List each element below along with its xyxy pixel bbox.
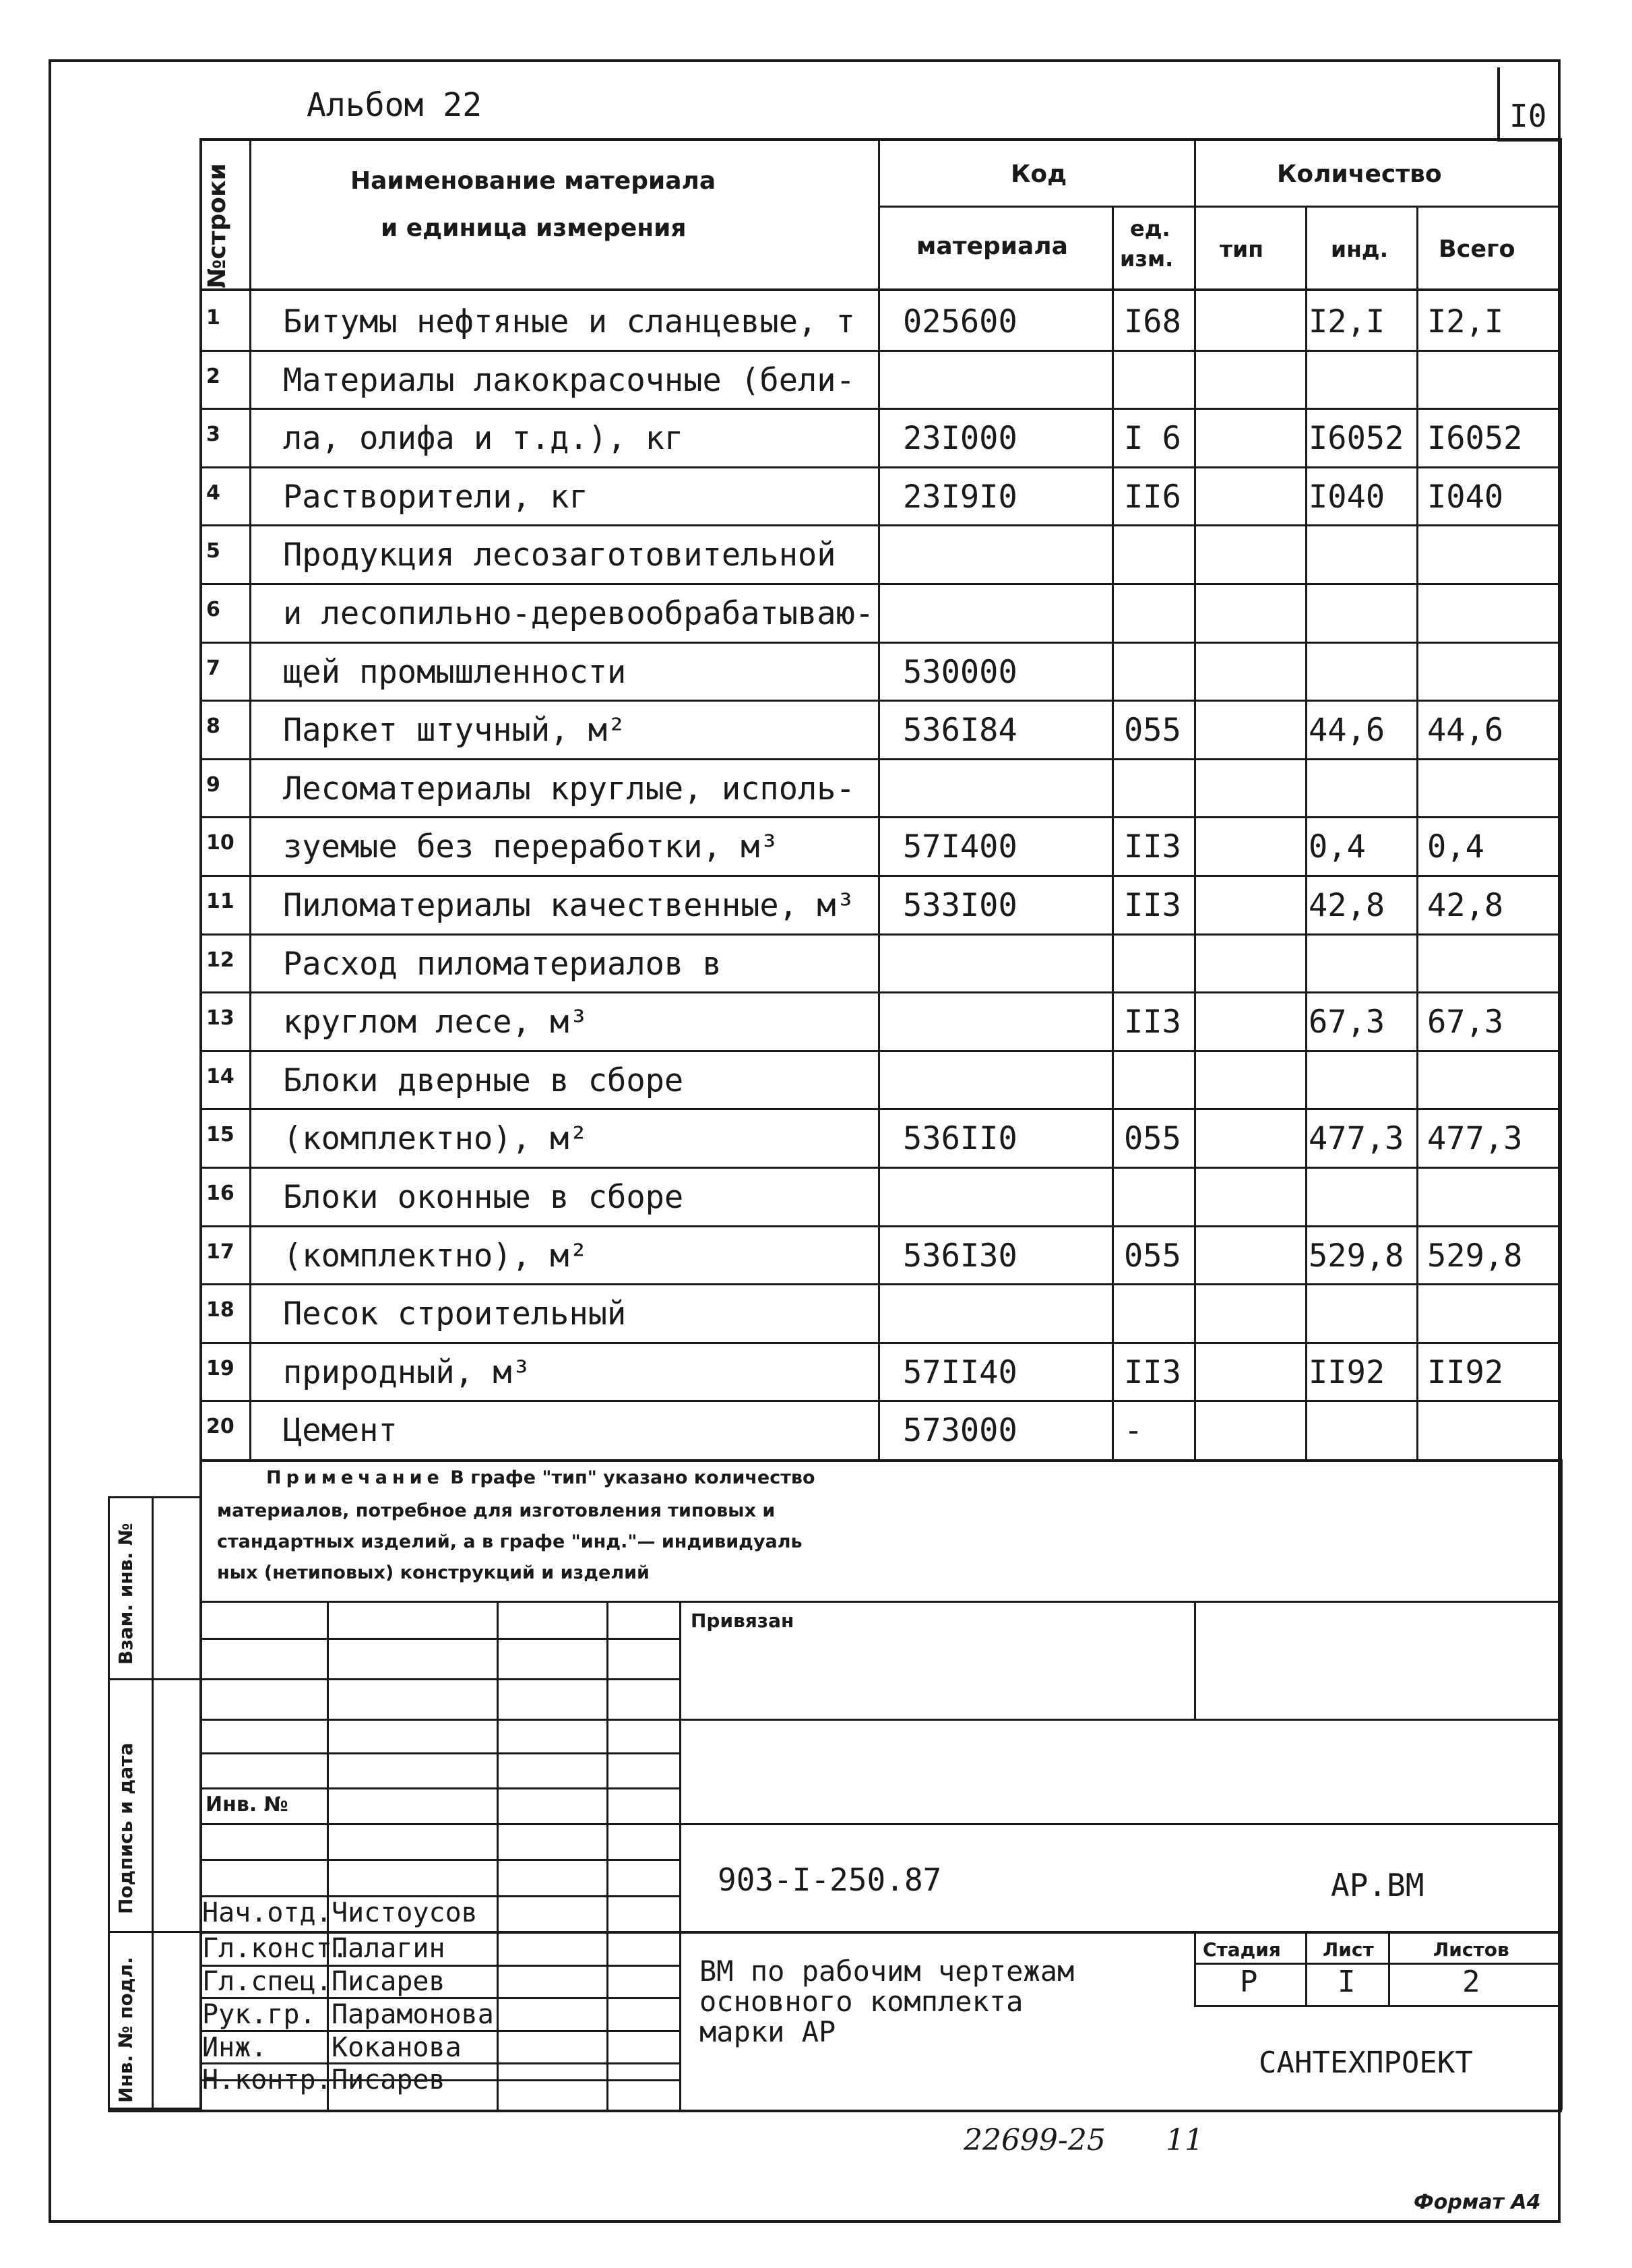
row-divider bbox=[199, 1225, 1562, 1227]
row-divider bbox=[199, 408, 1562, 410]
row-code: 23I000 bbox=[903, 420, 1017, 458]
stamp-inv-no: Инв. № bbox=[206, 1793, 288, 1816]
side-strip-div2 bbox=[108, 1931, 199, 1933]
row-unit: - bbox=[1124, 1412, 1143, 1450]
row-code: 530000 bbox=[903, 653, 1017, 691]
row-name: Паркет штучный, м² bbox=[283, 712, 627, 749]
row-name: круглом лесе, м³ bbox=[283, 1004, 588, 1041]
row-total: 0,4 bbox=[1427, 828, 1484, 866]
header-code-material: материала bbox=[916, 233, 1068, 260]
note-line2: материалов, потребное для изготовления типовых и bbox=[217, 1500, 776, 1521]
row-code: 23I9I0 bbox=[903, 478, 1017, 516]
stage-block-mid1 bbox=[1305, 1931, 1307, 2005]
signer-name: Чистоусов bbox=[332, 1897, 478, 1928]
row-name: щей промышленности bbox=[283, 653, 627, 691]
row-number: 15 bbox=[206, 1123, 234, 1147]
side-label-podpis: Подпись и дата bbox=[115, 1742, 137, 1914]
stamp-mark: АР.ВМ bbox=[1331, 1867, 1424, 1903]
row-code: 533I00 bbox=[903, 887, 1017, 924]
row-unit: I68 bbox=[1124, 303, 1181, 340]
page-number: I0 bbox=[1509, 98, 1547, 134]
stage-value: Р bbox=[1240, 1965, 1258, 1999]
header-q-total: Всего bbox=[1439, 236, 1515, 263]
row-ind: 529,8 bbox=[1309, 1237, 1404, 1275]
signer-role: Рук.гр. bbox=[202, 1999, 316, 2030]
row-total: II92 bbox=[1427, 1353, 1504, 1391]
row-unit: II3 bbox=[1124, 887, 1181, 924]
album-title: Альбом 22 bbox=[307, 86, 482, 124]
header-unit-line1: ед. bbox=[1130, 216, 1170, 241]
stamp-row-4 bbox=[199, 1752, 679, 1754]
row-unit: I 6 bbox=[1124, 420, 1181, 458]
stamp-title-line1: ВМ по рабочим чертежам bbox=[699, 1955, 1075, 1988]
stamp-col-b bbox=[497, 1601, 499, 2110]
row-name: Пиломатериалы качественные, м³ bbox=[283, 887, 855, 924]
stamp-top-line bbox=[199, 1601, 1562, 1603]
signer-role: Н.контр. bbox=[202, 2064, 332, 2095]
stamp-right-line bbox=[1560, 1459, 1563, 2110]
row-total: 44,6 bbox=[1427, 712, 1504, 749]
row-number: 20 bbox=[206, 1415, 234, 1439]
signer-role: Гл.конст. bbox=[202, 1933, 348, 1964]
row-name: Материалы лакокрасочные (бели- bbox=[283, 361, 855, 399]
row-name: Расход пиломатериалов в bbox=[283, 945, 722, 983]
row-total: I040 bbox=[1427, 478, 1504, 516]
header-row-number: №строки bbox=[203, 163, 231, 288]
row-number: 3 bbox=[206, 423, 220, 447]
table-bottom-line bbox=[199, 1459, 1562, 1462]
side-strip-inner-line bbox=[152, 1496, 154, 2110]
row-name: природный, м³ bbox=[283, 1353, 531, 1391]
row-number: 17 bbox=[206, 1239, 234, 1264]
row-divider bbox=[199, 816, 1562, 818]
row-number: 2 bbox=[206, 364, 220, 388]
row-unit: II3 bbox=[1124, 1004, 1181, 1041]
row-divider bbox=[199, 466, 1562, 468]
row-number: 5 bbox=[206, 539, 220, 563]
row-name: Блоки оконные в сборе bbox=[283, 1179, 684, 1216]
note-label: Примечание bbox=[266, 1467, 444, 1488]
col-line-1 bbox=[249, 138, 251, 1459]
row-code: 536II0 bbox=[903, 1120, 1017, 1158]
col-line-5 bbox=[1305, 206, 1307, 1459]
header-quantity: Количество bbox=[1277, 160, 1442, 188]
row-name: Блоки дверные в сборе bbox=[283, 1062, 684, 1099]
stamp-row-6 bbox=[199, 1823, 1562, 1825]
stamp-col-c bbox=[606, 1601, 608, 2110]
stamp-row-5 bbox=[199, 1787, 679, 1789]
col-line-2 bbox=[878, 138, 880, 1459]
row-divider bbox=[199, 875, 1562, 877]
row-ind: 67,3 bbox=[1309, 1004, 1385, 1041]
handwritten-page: 11 bbox=[1166, 2123, 1203, 2157]
row-code: 536I30 bbox=[903, 1237, 1017, 1275]
row-number: 9 bbox=[206, 772, 220, 797]
side-strip-div1 bbox=[108, 1678, 199, 1680]
row-number: 18 bbox=[206, 1298, 234, 1322]
row-name: Песок строительный bbox=[283, 1295, 627, 1333]
row-number: 8 bbox=[206, 714, 220, 739]
row-number: 19 bbox=[206, 1356, 234, 1380]
stamp-col-a bbox=[327, 1601, 329, 2110]
row-name: Цемент bbox=[283, 1412, 398, 1450]
header-unit-line2: изм. bbox=[1120, 246, 1174, 272]
signer-name: Парамонова bbox=[332, 1999, 494, 2030]
row-unit: II3 bbox=[1124, 828, 1181, 866]
row-code: 573000 bbox=[903, 1412, 1017, 1450]
row-number: 4 bbox=[206, 481, 220, 505]
stamp-title-line3: марки АР bbox=[699, 2015, 836, 2048]
row-name: ла, олифа и т.д.), кг bbox=[283, 420, 684, 458]
sheets-label: Листов bbox=[1433, 1938, 1509, 1961]
stamp-title-line2: основного комплекта bbox=[699, 1985, 1024, 2018]
col-line-6 bbox=[1416, 206, 1418, 1459]
note-line3: стандартных изделий, а в графе "инд."— индивидуаль bbox=[217, 1531, 803, 1552]
row-code: 536I84 bbox=[903, 712, 1017, 749]
row-unit: 055 bbox=[1124, 1237, 1181, 1275]
row-unit: 055 bbox=[1124, 712, 1181, 749]
row-divider bbox=[199, 1342, 1562, 1344]
row-divider bbox=[199, 700, 1562, 702]
row-code: 025600 bbox=[903, 303, 1017, 340]
stage-block-left bbox=[1194, 1931, 1196, 2005]
row-number: 1 bbox=[206, 306, 220, 330]
col-line-4 bbox=[1194, 138, 1196, 1459]
row-number: 14 bbox=[206, 1064, 234, 1089]
row-divider bbox=[199, 524, 1562, 526]
row-divider bbox=[199, 642, 1562, 644]
row-ind: 0,4 bbox=[1309, 828, 1366, 866]
row-divider bbox=[199, 1400, 1562, 1402]
row-number: 7 bbox=[206, 656, 220, 680]
row-unit: II6 bbox=[1124, 478, 1181, 516]
row-total: I2,I bbox=[1427, 303, 1504, 340]
row-name: Битумы нефтяные и сланцевые, т bbox=[283, 303, 855, 340]
stamp-row-2 bbox=[199, 1678, 679, 1680]
org-name: САНТЕХПРОЕКТ bbox=[1259, 2046, 1473, 2080]
row-number: 13 bbox=[206, 1006, 234, 1031]
row-ind: 477,3 bbox=[1309, 1120, 1404, 1158]
signer-name: Писарев bbox=[332, 2064, 445, 2095]
side-label-vzam: Взам. инв. № bbox=[115, 1523, 137, 1665]
stamp-doc-code: 903-I-250.87 bbox=[718, 1862, 942, 1898]
row-divider bbox=[199, 583, 1562, 585]
row-number: 10 bbox=[206, 831, 234, 855]
row-ind: I2,I bbox=[1309, 303, 1385, 340]
note-line1 bbox=[266, 1467, 815, 1488]
handwritten-number: 22699-25 bbox=[964, 2123, 1106, 2157]
signer-name: Коканова bbox=[332, 2032, 462, 2063]
sheets-value: 2 bbox=[1462, 1965, 1480, 1999]
row-total: 529,8 bbox=[1427, 1237, 1523, 1275]
row-number: 11 bbox=[206, 890, 234, 913]
sheet-value: I bbox=[1338, 1965, 1356, 1999]
stamp-col-d bbox=[679, 1601, 681, 2110]
row-divider bbox=[199, 1108, 1562, 1110]
row-name: (комплектно), м² bbox=[283, 1120, 588, 1158]
stamp-row-7 bbox=[199, 1859, 679, 1861]
row-total: I6052 bbox=[1427, 420, 1523, 458]
stage-label: Стадия bbox=[1203, 1938, 1281, 1961]
row-total: 67,3 bbox=[1427, 1004, 1504, 1041]
row-name: Растворители, кг bbox=[283, 478, 588, 516]
stamp-row-3 bbox=[199, 1719, 1562, 1721]
row-name: зуемые без переработки, м³ bbox=[283, 828, 779, 866]
side-label-inv: Инв. № подл. bbox=[115, 1957, 137, 2103]
signer-name: Писарев bbox=[332, 1966, 445, 1997]
header-code: Код bbox=[1011, 160, 1067, 188]
row-number: 12 bbox=[206, 948, 234, 972]
row-ind: 42,8 bbox=[1309, 887, 1385, 924]
row-total: 42,8 bbox=[1427, 887, 1504, 924]
row-name: Лесоматериалы круглые, исполь- bbox=[283, 770, 855, 807]
row-divider bbox=[199, 1167, 1562, 1169]
row-number: 6 bbox=[206, 598, 220, 621]
row-divider bbox=[199, 350, 1562, 352]
row-number: 16 bbox=[206, 1182, 234, 1205]
format-label: Формат А4 bbox=[1414, 2190, 1541, 2214]
row-divider bbox=[199, 991, 1562, 993]
note-line1-text: В графе "тип" указано количество bbox=[450, 1467, 815, 1488]
signer-role: Гл.спец. bbox=[202, 1966, 332, 1997]
row-code: 57II40 bbox=[903, 1353, 1017, 1391]
row-code: 57I400 bbox=[903, 828, 1017, 866]
row-name: и лесопильно-деревообрабатываю- bbox=[283, 595, 875, 632]
row-divider bbox=[199, 1050, 1562, 1052]
header-q-ind: инд. bbox=[1331, 236, 1389, 262]
stamp-col-e bbox=[1194, 1601, 1196, 1719]
stage-block-mid2 bbox=[1388, 1931, 1390, 2005]
sheet-label: Лист bbox=[1323, 1938, 1374, 1961]
header-q-type: тип bbox=[1220, 236, 1264, 262]
header-name-line2: и единица измерения bbox=[381, 214, 687, 242]
row-divider bbox=[199, 758, 1562, 760]
row-name: Продукция лесозаготовительной bbox=[283, 537, 836, 574]
row-ind: II92 bbox=[1309, 1353, 1385, 1391]
signer-name: Палагин bbox=[332, 1933, 445, 1964]
row-unit: 055 bbox=[1124, 1120, 1181, 1158]
header-bottom-line bbox=[199, 288, 1562, 291]
stage-block-bottom bbox=[1194, 2005, 1562, 2007]
stamp-row-1 bbox=[199, 1638, 679, 1640]
row-ind: 44,6 bbox=[1309, 712, 1385, 749]
header-divider bbox=[878, 206, 1562, 208]
row-name: (комплектно), м² bbox=[283, 1237, 588, 1275]
row-ind: I6052 bbox=[1309, 420, 1404, 458]
row-divider bbox=[199, 1283, 1562, 1285]
row-total: 477,3 bbox=[1427, 1120, 1523, 1158]
note-line4: ных (нетиповых) конструкций и изделий bbox=[217, 1562, 650, 1583]
col-line-3 bbox=[1112, 206, 1114, 1459]
row-divider bbox=[199, 933, 1562, 936]
header-name-line1: Наименование материала bbox=[350, 167, 716, 195]
signer-role: Инж. bbox=[202, 2032, 268, 2063]
stamp-bottom-line bbox=[108, 2110, 1562, 2112]
stamp-privyazan: Привязан bbox=[691, 1610, 794, 1632]
row-unit: II3 bbox=[1124, 1353, 1181, 1391]
signer-role: Нач.отд. bbox=[202, 1897, 332, 1928]
row-ind: I040 bbox=[1309, 478, 1385, 516]
